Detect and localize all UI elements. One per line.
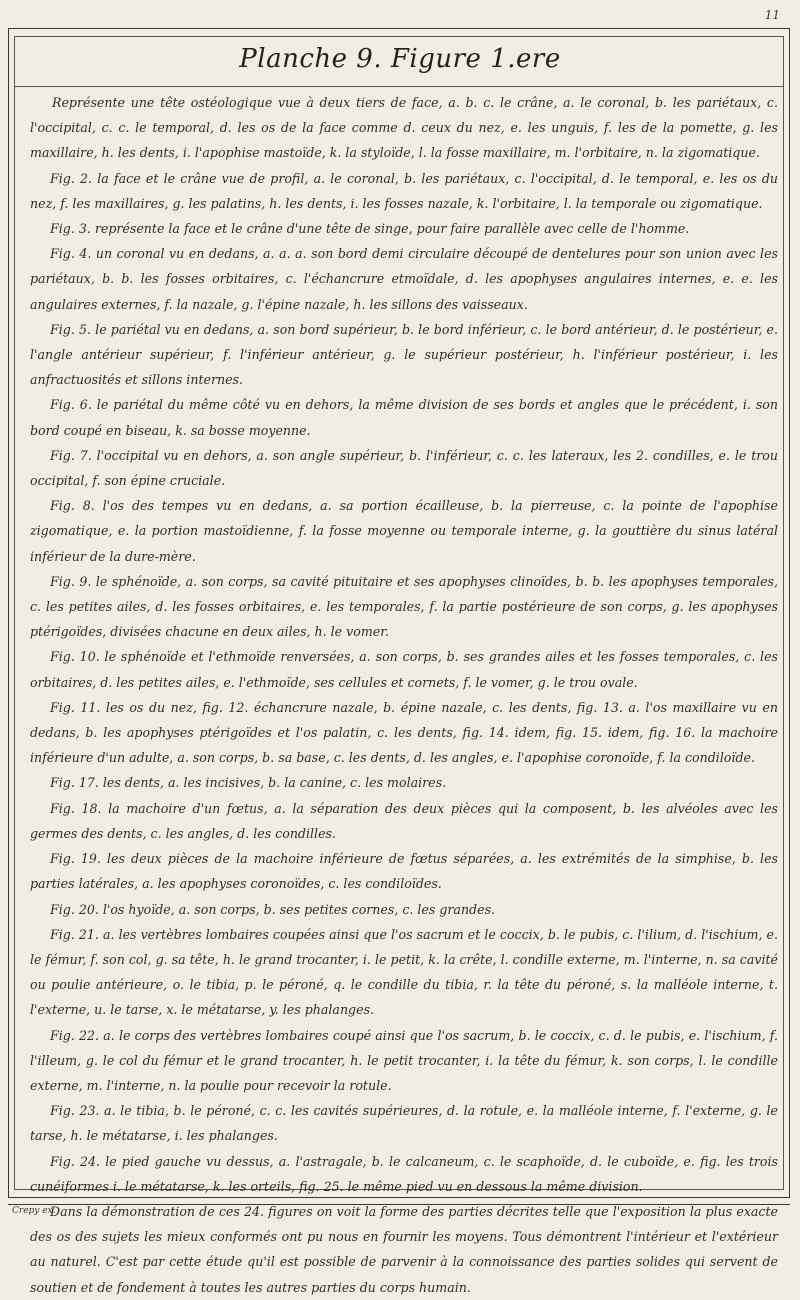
paragraph: Fig. 19. les deux pièces de la machoire inférieure de fœtus séparées, a. les extrémités de la simphise, b. les parties latérales, a. les apophyses coronoïdes, c. les condiloïdes.: [30, 851, 778, 892]
paragraph: Fig. 7. l'occipital vu en dehors, a. son angle supérieur, b. l'inférieur, c. c. les lateraux, les 2. condilles, e. le trou occipital, f. son épine cruciale.: [30, 447, 778, 489]
paragraph: Fig. 2. la face et le crâne vue de profil, a. le coronal, b. les pariétaux, c. l'occipital, d. le temporal, e. les os du nez, f. les maxillaires, g. les palatins, h. les dents, i. les fosses nazale, k. l'orbitaire, l. la temporale ou zigomatique.: [30, 170, 778, 211]
engraver-credit: Crepy ex.: [12, 1206, 56, 1216]
plate-title: Planche 9. Figure 1.ere: [239, 44, 561, 74]
paragraph: Fig. 20. l'os hyoïde, a. son corps, b. ses petites cornes, c. les grandes.: [50, 901, 496, 917]
paragraph: Fig. 18. la machoire d'un fœtus, a. la séparation des deux pièces qui la composent, b. les alvéoles avec les germes des dents, c. les angles, d. les condilles.: [30, 800, 778, 841]
paragraph: Représente une tête ostéologique vue à deux tiers de face, a. b. c. le crâne, a. le coronal, b. les pariétaux, c. l'occipital, c. c. le temporal, d. les os de la face comme d. ceux du nez, e. les unguis, f. les de la pomette, g. les maxillaire, h. les dents, i. l'apophise mastoïde, k. la styloïde, l. la fosse maxillaire, m. l'orbitaire, n. la zigomatique.: [30, 95, 778, 161]
paragraph: Fig. 6. le pariétal du même côté vu en dehors, la même division de ses bords et angles que le précédent, i. son bord coupé en biseau, k. sa bosse moyenne.: [30, 397, 778, 438]
footer-divider: [8, 1204, 790, 1205]
page-number: 11: [764, 8, 780, 22]
paragraph: Fig. 11. les os du nez, fig. 12. échancrure nazale, b. épine nazale, c. les dents, fig. 13. a. l'os maxillaire vu en dedans, b. les apophyses ptérigoïdes et l'os palatin, c. les dents, fig. 14. idem, fig. 15. idem, fig. 16. la machoire inférieure d'un adulte, a. son corps, b. sa base, c. les dents, d. les angles, e. l'apophise coronoïde, f. la condiloïde.: [30, 699, 778, 766]
title-divider: [14, 86, 784, 87]
paragraph: Fig. 17. les dents, a. les incisives, b. la canine, c. les molaires.: [50, 775, 447, 791]
paragraph: Fig. 21. a. les vertèbres lombaires coupées ainsi que l'os sacrum et le coccix, b. le pubis, c. l'ilium, d. l'ischium, e. le fémur, f. son col, g. sa tête, h. le grand trocanter, i. le petit, k. la crête, l. condille externe, m. l'interne, n. sa cavité ou poulie antérieure, o. le tibia, p. le péroné, q. le condille du tibia, r. la tête du péroné, s. la malléole interne, t. l'externe, u. le tarse, x. le métatarse, y. les phalanges.: [30, 926, 778, 1018]
paragraph: Fig. 23. a. le tibia, b. le péroné, c. c. les cavités supérieures, d. la rotule, e. la malléole interne, f. l'externe, g. le tarse, h. le métatarse, i. les phalanges.: [30, 1103, 778, 1144]
paragraph: Fig. 3. représente la face et le crâne d'une tête de singe, pour faire parallèle avec celle de l'homme.: [50, 221, 690, 237]
paragraph: Fig. 5. le pariétal vu en dedans, a. son bord supérieur, b. le bord inférieur, c. le bord antérieur, d. le postérieur, e. l'angle antérieur supérieur, f. l'inférieur antérieur, g. le supérieur postérieur, h. l'inférieur postérieur, i. les anfractuosités et sillons internes.: [30, 321, 778, 388]
paragraph: Fig. 4. un coronal vu en dedans, a. a. a. son bord demi circulaire découpé de dentelures pour son union avec les pariétaux, b. b. les fosses orbitaires, c. l'échancrure etmoïdale, d. les apophyses angulaires internes, e. e. les angulaires externes, f. la nazale, g. l'épine nazale, h. les sillons des vaisseaux.: [30, 246, 778, 312]
paragraph: Fig. 10. le sphénoïde et l'ethmoïde renversées, a. son corps, b. ses grandes ailes et les fosses temporales, c. les orbitaires, d. les petites ailes, e. l'ethmoïde, ses cellules et cornets, f. le vomer, g. le trou ovale.: [30, 649, 778, 690]
plate-description: [30, 90, 778, 1300]
paragraph: Fig. 22. a. le corps des vertèbres lombaires coupé ainsi que l'os sacrum, b. le coccix, c. d. le pubis, e. l'ischium, f. l'illeum, g. le col du fémur et le grand trocanter, h. le petit trocanter, i. la tête du fémur, k. son corps, l. le condille externe, m. l'interne, n. la poulie pour recevoir la rotule.: [30, 1027, 778, 1093]
paragraph: Fig. 8. l'os des tempes vu en dedans, a. sa portion écailleuse, b. la pierreuse, c. la pointe de l'apophise zigomatique, e. la portion mastoïdienne, f. la fosse moyenne ou temporale interne, g. la gouttière du sinus latéral inférieur de la dure-mère.: [30, 498, 778, 564]
paragraph: Fig. 9. le sphénoïde, a. son corps, sa cavité pituitaire et ses apophyses clinoïdes, b. b. les apophyses temporales, c. les petites ailes, d. les fosses orbitaires, e. les temporales, f. la partie postérieure de son corps, g. les apophyses ptérigoïdes, divisées chacune en deux ailes, h. le vomer.: [30, 573, 778, 640]
paragraph: Dans la démonstration de ces 24. figures on voit la forme des parties décrites telle que l'exposition la plus exacte des os des sujets les mieux conformés ont pu nous en fournir les moyens. Tous démontrent l'intérieur et l'extérieur au naturel. C'est par cette étude qu'il est possible de parvenir à la connoissance des parties solides qui servent de soutien et de fondement à toutes les autres parties du corps humain.: [30, 1203, 778, 1295]
paragraph: Fig. 24. le pied gauche vu dessus, a. l'astragale, b. le calcaneum, c. le scaphoïde, d. le cuboïde, e. fig. les trois cunéiformes i. le métatarse, k. les orteils, fig. 25. le même pied vu en dessous la même division.: [30, 1153, 778, 1194]
